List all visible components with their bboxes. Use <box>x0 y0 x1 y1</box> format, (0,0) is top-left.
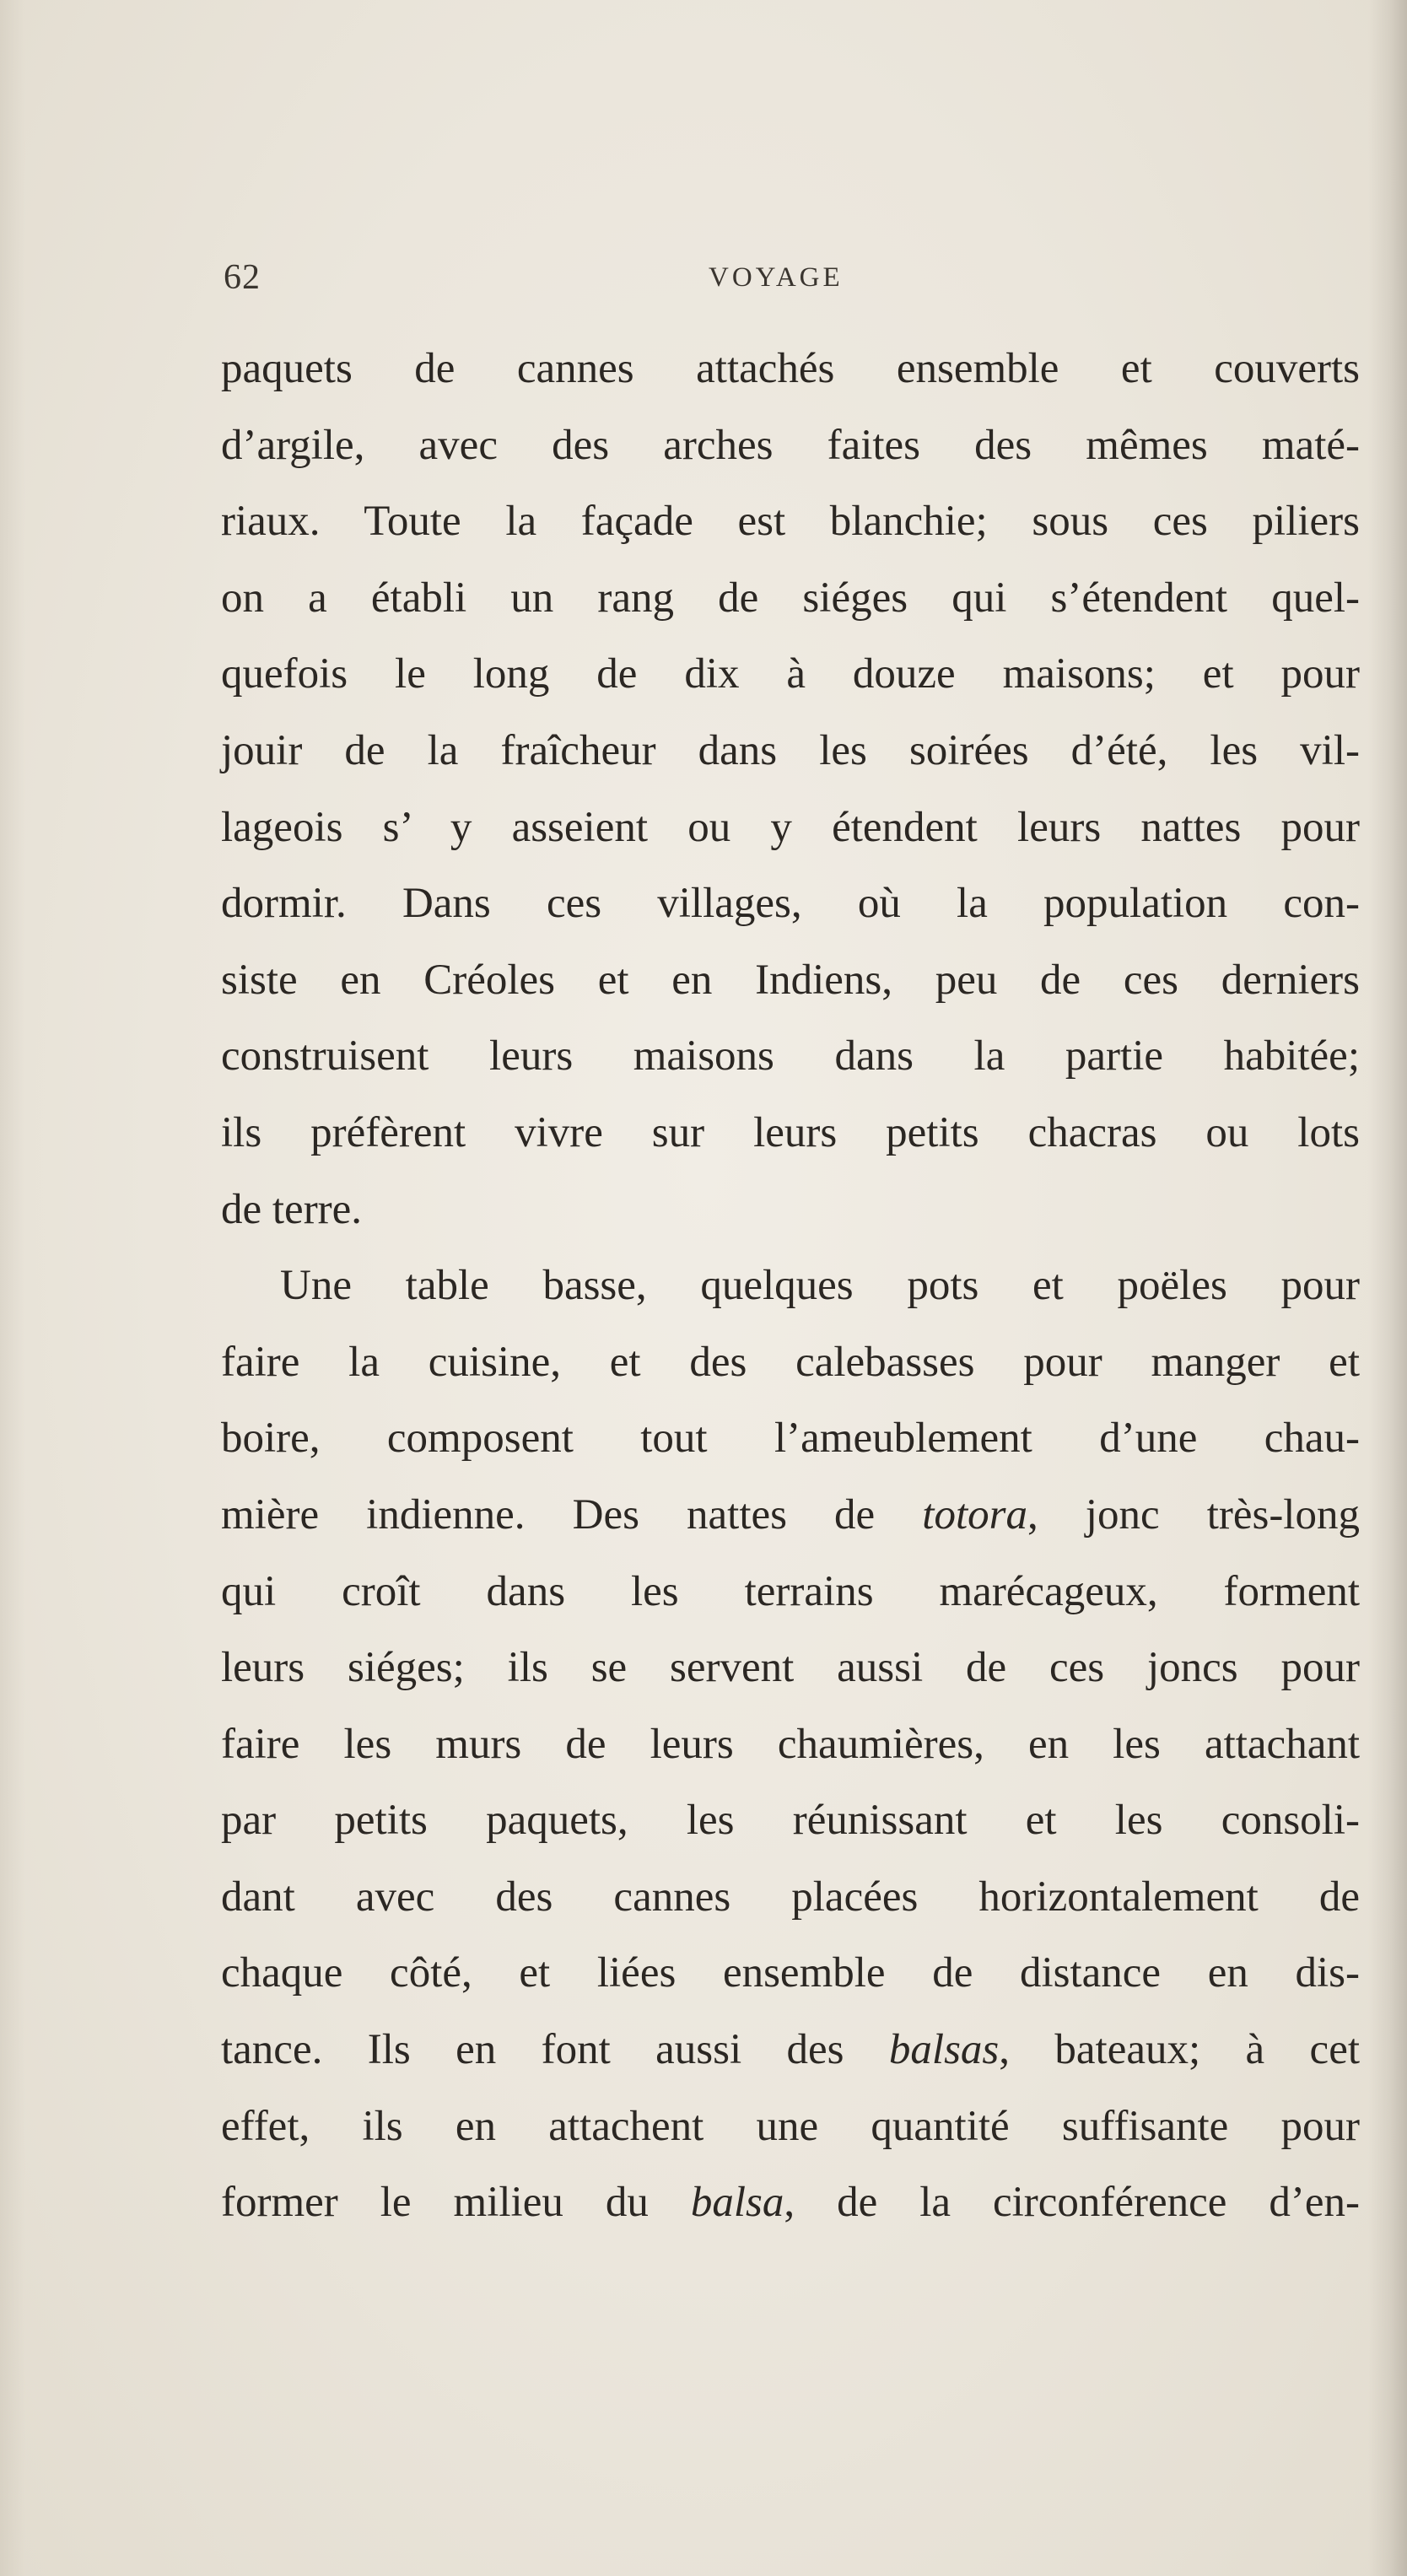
text-line: boire, composent tout l’ameublement d’une chau- <box>221 1415 1360 1463</box>
text-line: lageois s’ y asseient ou y étendent leurs nattes pour <box>221 803 1360 851</box>
text-line: dant avec des cannes placées horizontalement de <box>221 1873 1360 1921</box>
body-text <box>221 331 1360 2241</box>
page-gutter-shadow <box>0 0 25 2576</box>
page-header <box>224 257 1358 308</box>
text-segment: , jonc très-long <box>1027 1490 1360 1539</box>
italic-term: balsa <box>690 2179 784 2227</box>
text-line: paquets de cannes attachés ensemble et couverts <box>221 345 1360 392</box>
text-line <box>221 2012 1360 2088</box>
text-line: on a établi un rang de siéges qui s’étendent quel- <box>221 574 1360 622</box>
text-line: ils préfèrent vivre sur leurs petits chacras ou lots <box>221 1108 1360 1156</box>
text-line: d’argile, avec des arches faites des mêmes maté- <box>221 421 1360 469</box>
text-line: de terre. <box>221 1185 363 1233</box>
paragraph-1 <box>221 331 1360 1248</box>
text-line: leurs siéges; ils se servent aussi de ces joncs pour <box>221 1644 1360 1692</box>
text-line: par petits paquets, les réunissant et les consoli- <box>221 1797 1360 1845</box>
text-segment: tance. Ils en font aussi des <box>221 2026 889 2074</box>
text-line: dormir. Dans ces villages, où la population con- <box>221 880 1360 928</box>
text-line: Une table basse, quelques pots et poëles pour <box>280 1262 1360 1310</box>
text-line: jouir de la fraîcheur dans les soirées d’été, les vil- <box>221 726 1360 774</box>
text-segment: former le milieu du <box>221 2179 691 2227</box>
text-line: faire les murs de leurs chaumières, en les attachant <box>221 1720 1360 1768</box>
running-head: VOYAGE <box>709 262 844 293</box>
text-line: effet, ils en attachent une quantité suffisante pour <box>221 2102 1360 2150</box>
italic-term: balsas <box>888 2026 1000 2074</box>
text-line: construisent leurs maisons dans la partie habitée; <box>221 1032 1360 1081</box>
text-line: faire la cuisine, et des calebasses pour manger et <box>221 1338 1360 1386</box>
text-line: siste en Créoles et en Indiens, peu de ces derniers <box>221 956 1360 1004</box>
text-line: riaux. Toute la façade est blanchie; sous ces piliers <box>221 498 1360 546</box>
text-line <box>221 1477 1360 1554</box>
text-line <box>221 2164 1360 2241</box>
page-edge-shadow <box>1368 0 1407 2576</box>
paragraph-2 <box>221 1248 1360 2241</box>
text-line: qui croît dans les terrains marécageux, forment <box>221 1567 1360 1615</box>
text-line: chaque côté, et liées ensemble de distance en dis- <box>221 1949 1360 1997</box>
text-segment: , bateaux; à cet <box>999 2026 1361 2074</box>
text-line: quefois le long de dix à douze maisons; et pour <box>221 650 1360 698</box>
page-number: 62 <box>224 258 261 297</box>
text-segment: mière indienne. Des nattes de <box>221 1490 923 1539</box>
text-segment: , de la circonférence d’en- <box>784 2179 1360 2227</box>
italic-term: totora <box>922 1490 1027 1539</box>
